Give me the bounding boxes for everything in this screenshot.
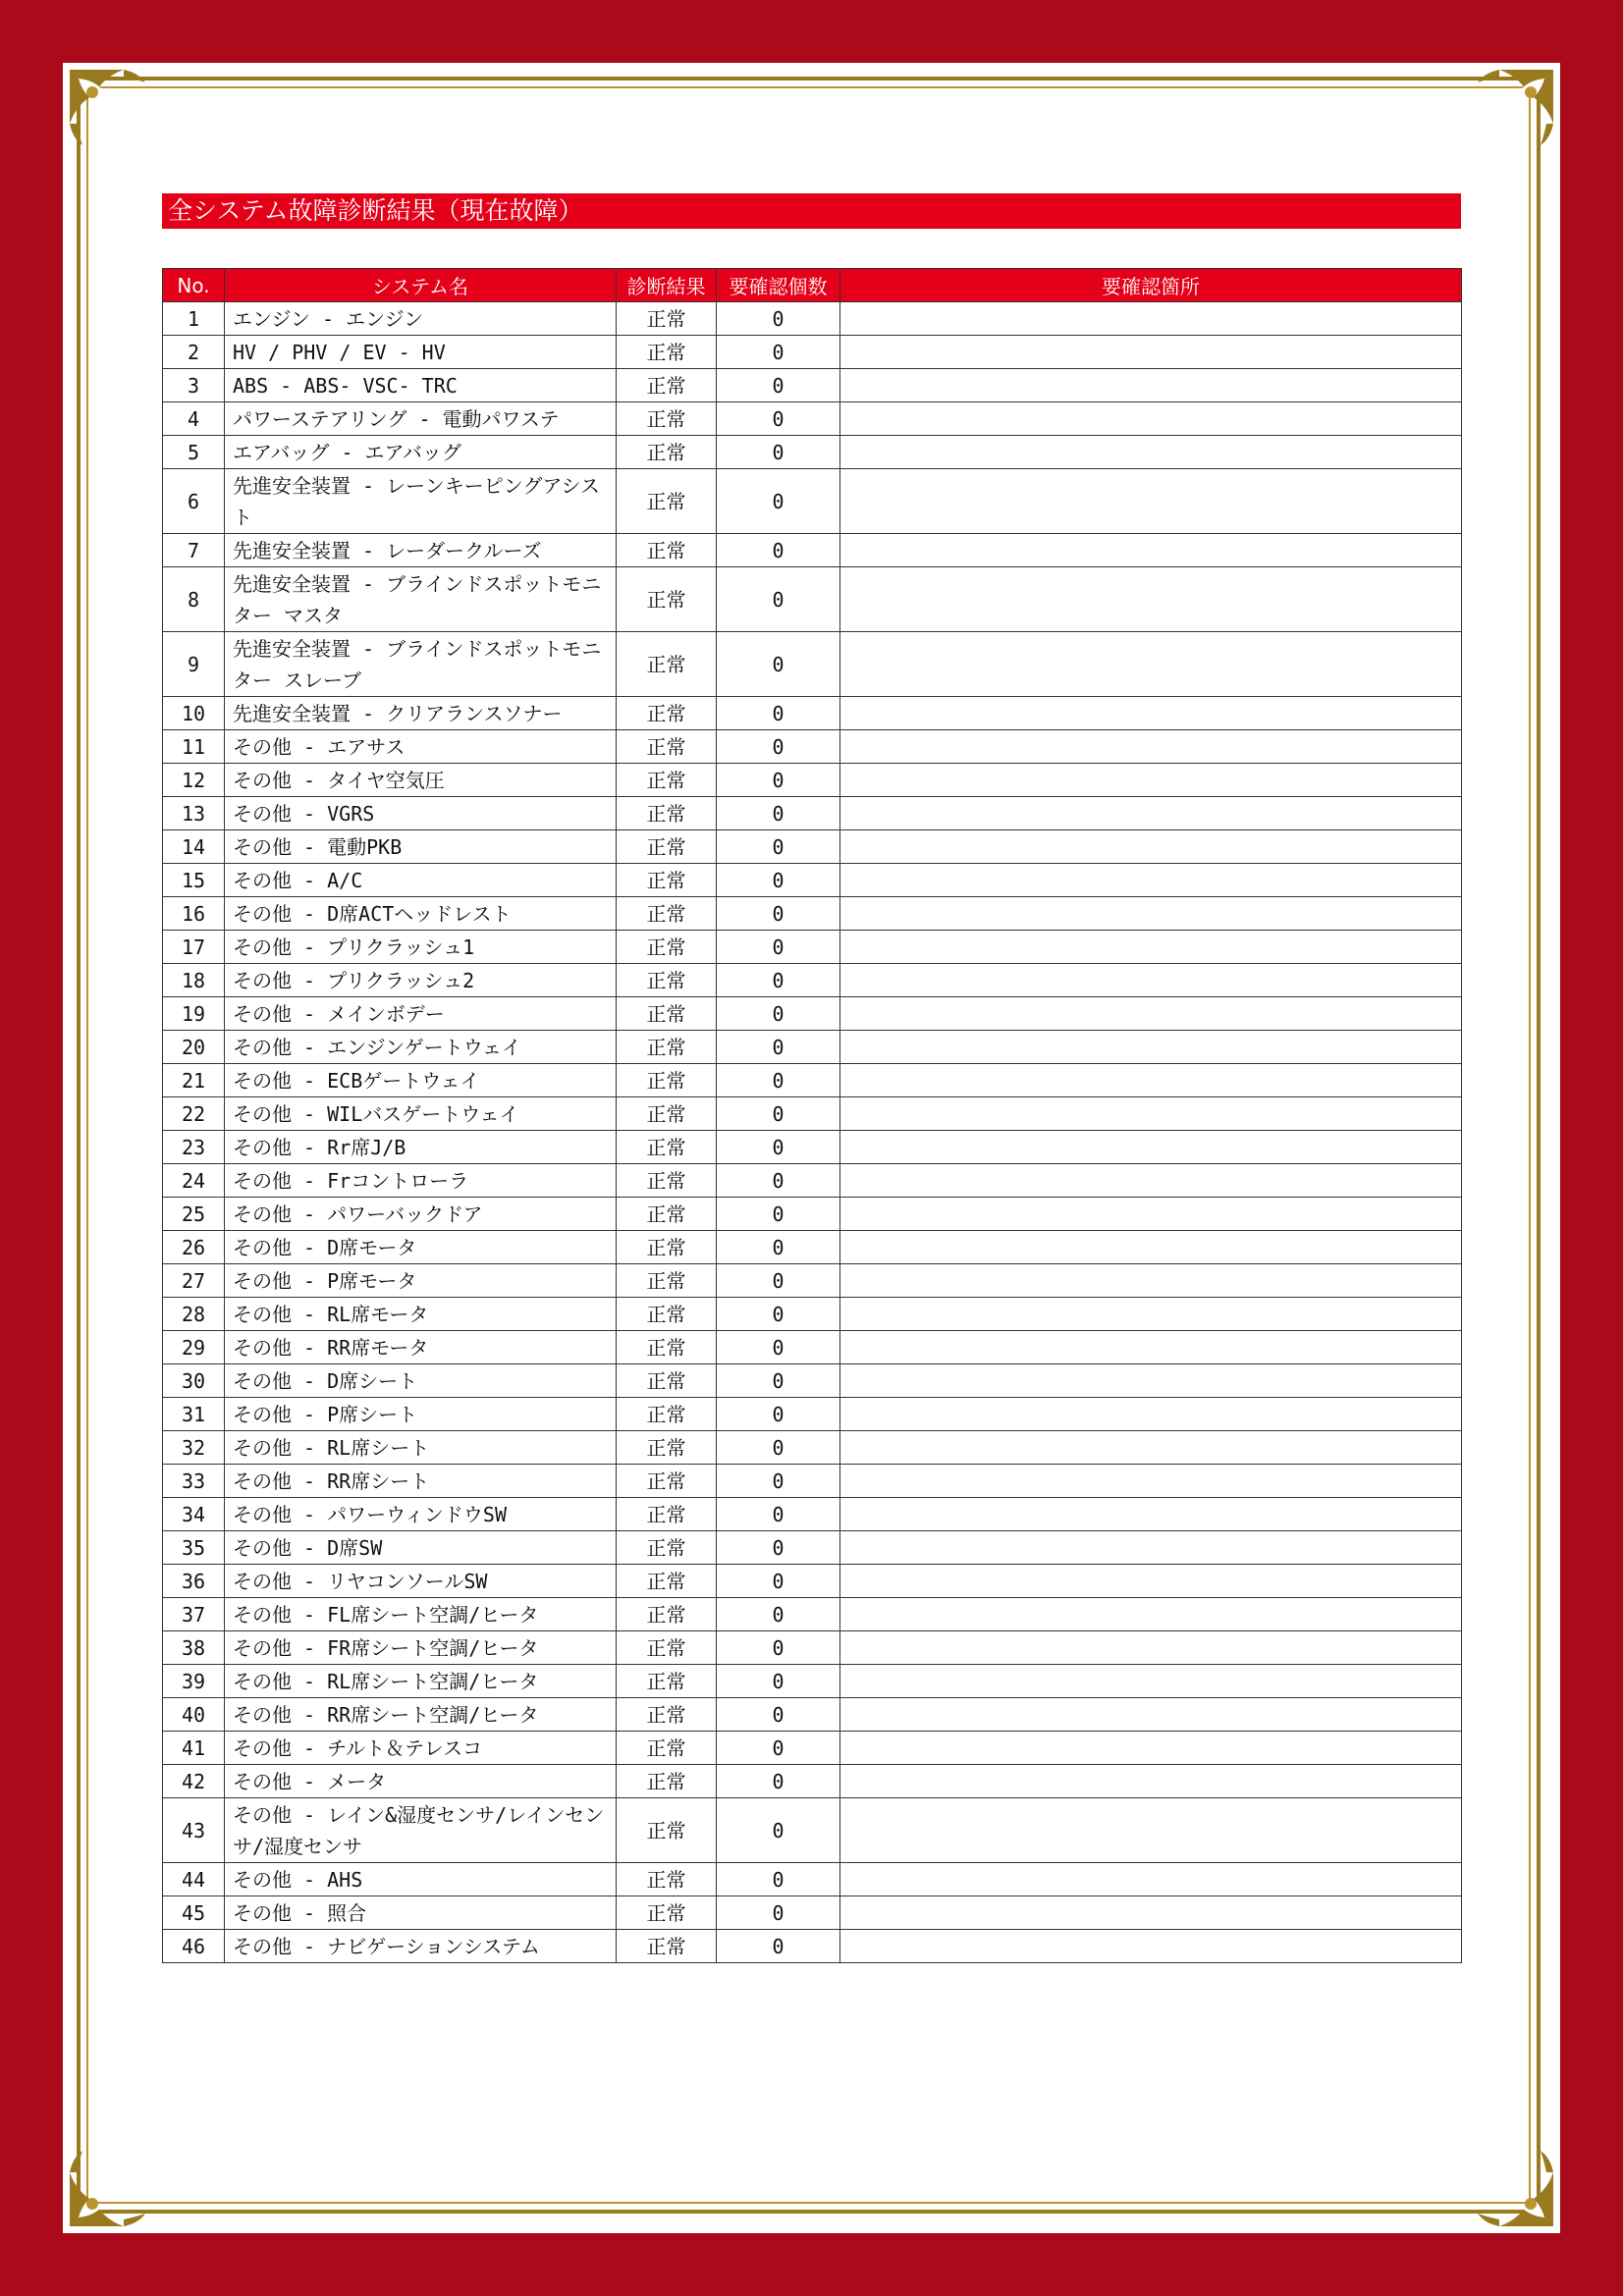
table-row [163, 534, 1462, 567]
system-name: その他 - D席モータ [225, 1231, 617, 1264]
check-location [840, 1097, 1462, 1131]
check-location [840, 1896, 1462, 1930]
system-name: その他 - エンジンゲートウェイ [225, 1031, 617, 1064]
check-count: 0 [717, 830, 840, 864]
table-row [163, 302, 1462, 336]
row-number: 4 [163, 402, 225, 436]
check-location [840, 1331, 1462, 1364]
check-count: 0 [717, 1431, 840, 1465]
check-count: 0 [717, 931, 840, 964]
diagnosis-result: 正常 [617, 1064, 717, 1097]
diagnosis-result: 正常 [617, 1665, 717, 1698]
diagnosis-result: 正常 [617, 1431, 717, 1465]
check-count: 0 [717, 1732, 840, 1765]
row-number: 17 [163, 931, 225, 964]
system-name: エアバッグ - エアバッグ [225, 436, 617, 469]
system-name: その他 - RL席シート [225, 1431, 617, 1465]
check-location [840, 1598, 1462, 1631]
diagnosis-result: 正常 [617, 1164, 717, 1198]
table-row [163, 1765, 1462, 1798]
table-row [163, 1398, 1462, 1431]
system-name: その他 - D席ACTヘッドレスト [225, 897, 617, 931]
row-number: 6 [163, 469, 225, 534]
check-location [840, 436, 1462, 469]
table-row [163, 1896, 1462, 1930]
row-number: 11 [163, 730, 225, 764]
check-count: 0 [717, 369, 840, 402]
check-location [840, 1930, 1462, 1963]
table-row [163, 1031, 1462, 1064]
diagnosis-result: 正常 [617, 1364, 717, 1398]
check-location [840, 534, 1462, 567]
check-count: 0 [717, 730, 840, 764]
diagnosis-result: 正常 [617, 369, 717, 402]
system-name: エンジン - エンジン [225, 302, 617, 336]
check-count: 0 [717, 1064, 840, 1097]
row-number: 16 [163, 897, 225, 931]
table-row [163, 1531, 1462, 1565]
row-number: 14 [163, 830, 225, 864]
check-count: 0 [717, 1665, 840, 1698]
row-number: 15 [163, 864, 225, 897]
check-location [840, 1231, 1462, 1264]
system-name: その他 - リヤコンソールSW [225, 1565, 617, 1598]
diagnosis-result: 正常 [617, 1198, 717, 1231]
check-count: 0 [717, 1364, 840, 1398]
check-location [840, 302, 1462, 336]
diagnosis-result: 正常 [617, 764, 717, 797]
check-count: 0 [717, 1598, 840, 1631]
check-count: 0 [717, 1331, 840, 1364]
check-count: 0 [717, 797, 840, 830]
table-row [163, 1064, 1462, 1097]
table-row [163, 697, 1462, 730]
check-count: 0 [717, 1863, 840, 1896]
table-row [163, 931, 1462, 964]
check-location [840, 1131, 1462, 1164]
system-name: 先進安全装置 - ブラインドスポットモニター スレーブ [225, 632, 617, 697]
table-body [163, 302, 1462, 1963]
check-location [840, 1498, 1462, 1531]
system-name: その他 - プリクラッシュ1 [225, 931, 617, 964]
check-count: 0 [717, 1298, 840, 1331]
check-location [840, 697, 1462, 730]
table-row [163, 1198, 1462, 1231]
check-count: 0 [717, 1131, 840, 1164]
check-location [840, 1198, 1462, 1231]
check-count: 0 [717, 764, 840, 797]
diagnosis-result: 正常 [617, 797, 717, 830]
diagnosis-result: 正常 [617, 964, 717, 997]
check-location [840, 369, 1462, 402]
system-name: その他 - D席SW [225, 1531, 617, 1565]
system-name: 先進安全装置 - ブラインドスポットモニター マスタ [225, 567, 617, 632]
row-number: 23 [163, 1131, 225, 1164]
check-location [840, 897, 1462, 931]
check-location [840, 1665, 1462, 1698]
row-number: 2 [163, 336, 225, 369]
system-name: 先進安全装置 - レーダークルーズ [225, 534, 617, 567]
table-row [163, 632, 1462, 697]
check-count: 0 [717, 964, 840, 997]
row-number: 13 [163, 797, 225, 830]
check-location [840, 1164, 1462, 1198]
table-row [163, 1863, 1462, 1896]
table-row [163, 1131, 1462, 1164]
ornament-corner-icon [1470, 65, 1558, 153]
table-row [163, 567, 1462, 632]
row-number: 29 [163, 1331, 225, 1364]
row-number: 8 [163, 567, 225, 632]
row-number: 42 [163, 1765, 225, 1798]
table-row [163, 1298, 1462, 1331]
check-count: 0 [717, 697, 840, 730]
check-location [840, 1398, 1462, 1431]
row-number: 36 [163, 1565, 225, 1598]
system-name: その他 - RR席シート [225, 1465, 617, 1498]
check-count: 0 [717, 1765, 840, 1798]
table-row [163, 1231, 1462, 1264]
table-row [163, 764, 1462, 797]
system-name: その他 - プリクラッシュ2 [225, 964, 617, 997]
check-count: 0 [717, 632, 840, 697]
diagnosis-result: 正常 [617, 1398, 717, 1431]
diagnosis-result: 正常 [617, 931, 717, 964]
table-row [163, 1930, 1462, 1963]
check-count: 0 [717, 1465, 840, 1498]
check-count: 0 [717, 1930, 840, 1963]
system-name: その他 - RR席モータ [225, 1331, 617, 1364]
system-name: その他 - エアサス [225, 730, 617, 764]
check-count: 0 [717, 1798, 840, 1863]
row-number: 43 [163, 1798, 225, 1863]
check-location [840, 469, 1462, 534]
table-row [163, 1331, 1462, 1364]
check-location [840, 1798, 1462, 1863]
row-number: 28 [163, 1298, 225, 1331]
row-number: 30 [163, 1364, 225, 1398]
row-number: 44 [163, 1863, 225, 1896]
check-count: 0 [717, 1398, 840, 1431]
diagnosis-result: 正常 [617, 997, 717, 1031]
diagnosis-result: 正常 [617, 1097, 717, 1131]
check-location [840, 336, 1462, 369]
check-count: 0 [717, 1498, 840, 1531]
check-count: 0 [717, 1264, 840, 1298]
column-header-count: 要確認個数 [717, 269, 840, 302]
check-count: 0 [717, 897, 840, 931]
row-number: 20 [163, 1031, 225, 1064]
table-header-row [163, 269, 1462, 302]
diagnosis-result: 正常 [617, 1031, 717, 1064]
table-row [163, 1431, 1462, 1465]
check-location [840, 1364, 1462, 1398]
check-count: 0 [717, 1631, 840, 1665]
diagnosis-result: 正常 [617, 730, 717, 764]
row-number: 41 [163, 1732, 225, 1765]
table-row [163, 1665, 1462, 1698]
table-row [163, 1565, 1462, 1598]
row-number: 33 [163, 1465, 225, 1498]
system-name: その他 - RR席シート空調/ヒータ [225, 1698, 617, 1732]
table-row [163, 1598, 1462, 1631]
row-number: 10 [163, 697, 225, 730]
diagnosis-result: 正常 [617, 1331, 717, 1364]
table-row [163, 797, 1462, 830]
check-count: 0 [717, 1565, 840, 1598]
row-number: 24 [163, 1164, 225, 1198]
system-name: その他 - レイン&湿度センサ/レインセンサ/湿度センサ [225, 1798, 617, 1863]
table-row [163, 730, 1462, 764]
row-number: 34 [163, 1498, 225, 1531]
system-name: パワーステアリング - 電動パワステ [225, 402, 617, 436]
system-name: その他 - FR席シート空調/ヒータ [225, 1631, 617, 1665]
check-count: 0 [717, 1164, 840, 1198]
system-name: その他 - WILバスゲートウェイ [225, 1097, 617, 1131]
check-location [840, 730, 1462, 764]
diagnosis-result: 正常 [617, 1264, 717, 1298]
check-location [840, 1863, 1462, 1896]
system-name: その他 - RL席シート空調/ヒータ [225, 1665, 617, 1698]
diagnosis-result: 正常 [617, 436, 717, 469]
diagnosis-result: 正常 [617, 402, 717, 436]
column-header-location: 要確認箇所 [840, 269, 1462, 302]
check-count: 0 [717, 336, 840, 369]
check-location [840, 632, 1462, 697]
system-name: その他 - チルト＆テレスコ [225, 1732, 617, 1765]
table-row [163, 1698, 1462, 1732]
system-name: その他 - FL席シート空調/ヒータ [225, 1598, 617, 1631]
check-location [840, 964, 1462, 997]
diagnosis-result: 正常 [617, 1131, 717, 1164]
check-location [840, 764, 1462, 797]
check-location [840, 1732, 1462, 1765]
diagnosis-result: 正常 [617, 567, 717, 632]
check-count: 0 [717, 1531, 840, 1565]
column-header-no: No. [163, 269, 225, 302]
diagnosis-result: 正常 [617, 897, 717, 931]
column-header-result: 診断結果 [617, 269, 717, 302]
check-count: 0 [717, 567, 840, 632]
check-count: 0 [717, 402, 840, 436]
system-name: その他 - 照合 [225, 1896, 617, 1930]
check-location [840, 1431, 1462, 1465]
diagnosis-result: 正常 [617, 1565, 717, 1598]
check-location [840, 1531, 1462, 1565]
system-name: その他 - ECBゲートウェイ [225, 1064, 617, 1097]
diagnosis-result: 正常 [617, 336, 717, 369]
system-name: ABS - ABS- VSC- TRC [225, 369, 617, 402]
page-title: 全システム故障診断結果（現在故障） [162, 193, 1461, 229]
row-number: 46 [163, 1930, 225, 1963]
diagnosis-result: 正常 [617, 1298, 717, 1331]
check-count: 0 [717, 997, 840, 1031]
diagnosis-result: 正常 [617, 1798, 717, 1863]
diagnosis-result: 正常 [617, 1732, 717, 1765]
check-count: 0 [717, 302, 840, 336]
check-location [840, 931, 1462, 964]
check-count: 0 [717, 1097, 840, 1131]
check-count: 0 [717, 534, 840, 567]
table-row [163, 997, 1462, 1031]
check-count: 0 [717, 1896, 840, 1930]
row-number: 5 [163, 436, 225, 469]
check-location [840, 1765, 1462, 1798]
check-location [840, 1465, 1462, 1498]
check-location [840, 1631, 1462, 1665]
diagnosis-result: 正常 [617, 1896, 717, 1930]
check-location [840, 1064, 1462, 1097]
column-header-system: システム名 [225, 269, 617, 302]
system-name: HV / PHV / EV - HV [225, 336, 617, 369]
check-location [840, 1264, 1462, 1298]
diagnosis-result: 正常 [617, 302, 717, 336]
row-number: 39 [163, 1665, 225, 1698]
system-name: その他 - メインボデー [225, 997, 617, 1031]
system-name: その他 - パワーバックドア [225, 1198, 617, 1231]
diagnosis-result: 正常 [617, 1863, 717, 1896]
diagnosis-result: 正常 [617, 1531, 717, 1565]
check-location [840, 402, 1462, 436]
check-count: 0 [717, 1031, 840, 1064]
check-count: 0 [717, 1698, 840, 1732]
check-location [840, 1031, 1462, 1064]
system-name: その他 - P席モータ [225, 1264, 617, 1298]
check-count: 0 [717, 469, 840, 534]
table-row [163, 1732, 1462, 1765]
diagnosis-result: 正常 [617, 469, 717, 534]
check-count: 0 [717, 1231, 840, 1264]
check-location [840, 567, 1462, 632]
check-location [840, 830, 1462, 864]
diagnosis-result: 正常 [617, 1465, 717, 1498]
diagnosis-result: 正常 [617, 1598, 717, 1631]
check-location [840, 1565, 1462, 1598]
row-number: 45 [163, 1896, 225, 1930]
row-number: 22 [163, 1097, 225, 1131]
ornament-corner-icon [65, 65, 153, 153]
check-location [840, 797, 1462, 830]
table-row [163, 1498, 1462, 1531]
table-row [163, 1097, 1462, 1131]
diagnosis-result: 正常 [617, 1498, 717, 1531]
table-row [163, 469, 1462, 534]
ornament-corner-icon [65, 2143, 153, 2231]
system-name: 先進安全装置 - レーンキーピングアシスト [225, 469, 617, 534]
system-name: その他 - パワーウィンドウSW [225, 1498, 617, 1531]
system-name: その他 - タイヤ空気圧 [225, 764, 617, 797]
diagnosis-result: 正常 [617, 864, 717, 897]
row-number: 27 [163, 1264, 225, 1298]
check-location [840, 1698, 1462, 1732]
diagnosis-result: 正常 [617, 1930, 717, 1963]
table-row [163, 369, 1462, 402]
table-row [163, 1164, 1462, 1198]
diagnosis-result: 正常 [617, 1765, 717, 1798]
table-row [163, 830, 1462, 864]
row-number: 3 [163, 369, 225, 402]
diagnosis-result: 正常 [617, 534, 717, 567]
diagnosis-table [162, 268, 1462, 1963]
system-name: その他 - A/C [225, 864, 617, 897]
row-number: 25 [163, 1198, 225, 1231]
row-number: 26 [163, 1231, 225, 1264]
row-number: 1 [163, 302, 225, 336]
table-row [163, 1264, 1462, 1298]
row-number: 21 [163, 1064, 225, 1097]
table-row [163, 1364, 1462, 1398]
check-count: 0 [717, 1198, 840, 1231]
diagnosis-result: 正常 [617, 697, 717, 730]
row-number: 7 [163, 534, 225, 567]
table-row [163, 1798, 1462, 1863]
row-number: 9 [163, 632, 225, 697]
system-name: その他 - ナビゲーションシステム [225, 1930, 617, 1963]
table-row [163, 897, 1462, 931]
diagnosis-result: 正常 [617, 830, 717, 864]
table-row [163, 436, 1462, 469]
row-number: 37 [163, 1598, 225, 1631]
check-count: 0 [717, 436, 840, 469]
diagnosis-result: 正常 [617, 632, 717, 697]
table-row [163, 964, 1462, 997]
system-name: その他 - RL席モータ [225, 1298, 617, 1331]
diagnosis-result: 正常 [617, 1631, 717, 1665]
check-location [840, 997, 1462, 1031]
row-number: 38 [163, 1631, 225, 1665]
table-row [163, 336, 1462, 369]
table-row [163, 864, 1462, 897]
system-name: その他 - Frコントローラ [225, 1164, 617, 1198]
system-name: その他 - 電動PKB [225, 830, 617, 864]
diagnosis-result: 正常 [617, 1231, 717, 1264]
check-count: 0 [717, 864, 840, 897]
row-number: 32 [163, 1431, 225, 1465]
row-number: 19 [163, 997, 225, 1031]
system-name: その他 - VGRS [225, 797, 617, 830]
row-number: 40 [163, 1698, 225, 1732]
row-number: 12 [163, 764, 225, 797]
row-number: 18 [163, 964, 225, 997]
system-name: その他 - P席シート [225, 1398, 617, 1431]
table-row [163, 1465, 1462, 1498]
system-name: その他 - メータ [225, 1765, 617, 1798]
system-name: その他 - Rr席J/B [225, 1131, 617, 1164]
table-row [163, 402, 1462, 436]
check-location [840, 864, 1462, 897]
row-number: 31 [163, 1398, 225, 1431]
row-number: 35 [163, 1531, 225, 1565]
system-name: その他 - AHS [225, 1863, 617, 1896]
table-row [163, 1631, 1462, 1665]
diagnosis-result: 正常 [617, 1698, 717, 1732]
system-name: その他 - D席シート [225, 1364, 617, 1398]
ornament-corner-icon [1470, 2143, 1558, 2231]
check-location [840, 1298, 1462, 1331]
system-name: 先進安全装置 - クリアランスソナー [225, 697, 617, 730]
